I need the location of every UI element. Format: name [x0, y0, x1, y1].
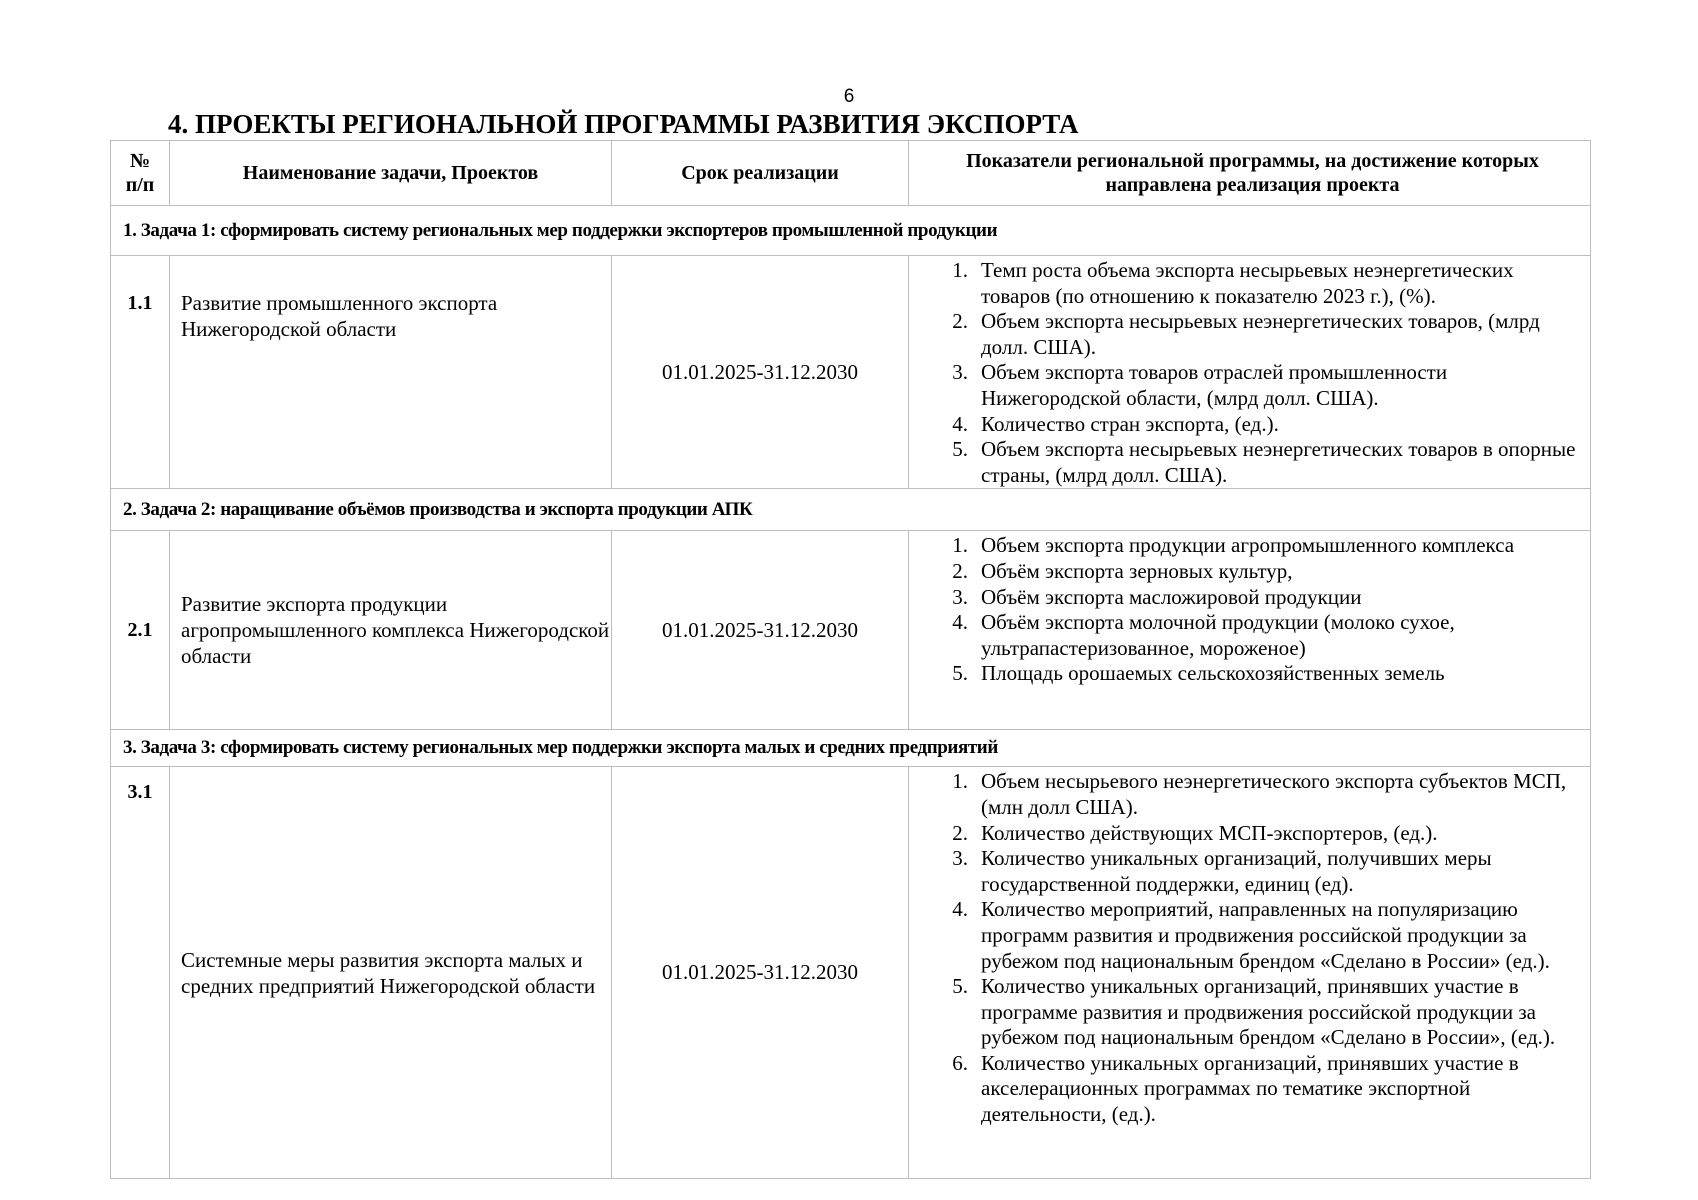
project-row [111, 256, 1591, 489]
indicator-number: 4. [952, 897, 968, 922]
indicator-item [909, 412, 1584, 438]
task-title: 1. Задача 1: сформировать систему региональных мер поддержки экспортеров промышленной продукции [111, 206, 1591, 256]
indicator-text: Объем экспорта несырьевых неэнергетических товаров в опорные страны, (млрд долл. США). [981, 437, 1576, 487]
header-term: Срок реализации [612, 141, 909, 206]
indicator-number: 5. [952, 974, 968, 999]
indicator-number: 3. [952, 584, 968, 609]
indicator-text: Объем экспорта несырьевых неэнергетических товаров, (млрд долл. США). [981, 309, 1540, 359]
indicator-number: 2. [952, 820, 968, 845]
header-indicators-line1: Показатели региональной программы, на достижение которых [966, 150, 1539, 172]
indicator-number: 2. [952, 309, 968, 334]
project-indicators [909, 256, 1591, 489]
indicator-item [909, 974, 1584, 1051]
header-num-line2: п/п [125, 174, 155, 196]
indicator-text: Площадь орошаемых сельскохозяйственных земель [981, 661, 1445, 686]
indicator-number: 6. [952, 1050, 968, 1075]
indicator-number: 1. [952, 769, 968, 794]
indicator-number: 1. [952, 258, 968, 282]
project-name: Развитие экспорта продукции агропромышленного комплекса Нижегородской области [170, 531, 612, 730]
task-row [111, 730, 1591, 767]
project-term: 01.01.2025-31.12.2030 [612, 256, 909, 489]
project-name: Системные меры развития экспорта малых и средних предприятий Нижегородской области [170, 767, 612, 1179]
indicator-text: Объем экспорта товаров отраслей промышленности Нижегородской области, (млрд долл. США). [981, 360, 1448, 410]
project-num: 3.1 [111, 767, 170, 1179]
task-title: 3. Задача 3: сформировать систему региональных мер поддержки экспорта малых и средних предприятий [111, 730, 1591, 767]
project-num: 1.1 [111, 256, 170, 489]
indicator-item [909, 897, 1584, 974]
indicator-item [909, 821, 1584, 847]
indicator-item [909, 437, 1584, 488]
indicator-number: 3. [952, 360, 968, 385]
project-indicators [909, 767, 1591, 1179]
project-row [111, 767, 1591, 1179]
header-name: Наименование задачи, Проектов [170, 141, 612, 206]
indicator-text: Объём экспорта масложировой продукции [981, 584, 1362, 609]
task-row [111, 206, 1591, 256]
table-header-row [111, 141, 1591, 206]
indicator-list [909, 769, 1584, 1127]
indicator-item [909, 360, 1584, 411]
page-title: 4. ПРОЕКТЫ РЕГИОНАЛЬНОЙ ПРОГРАММЫ РАЗВИТИЯ ЭКСПОРТА [168, 109, 1079, 139]
project-term: 01.01.2025-31.12.2030 [612, 767, 909, 1179]
project-term: 01.01.2025-31.12.2030 [612, 531, 909, 730]
task-title: 2. Задача 2: наращивание объёмов производства и экспорта продукции АПК [111, 489, 1591, 531]
indicator-text: Объём экспорта зерновых культур, [981, 558, 1293, 583]
indicator-number: 4. [952, 610, 968, 635]
indicator-number: 1. [952, 533, 968, 558]
projects-table [110, 140, 1591, 1179]
indicator-number: 3. [952, 846, 968, 871]
project-name: Развитие промышленного экспорта Нижегородской области [170, 256, 612, 489]
indicator-number: 5. [952, 661, 968, 686]
indicator-text: Объем экспорта продукции агропромышленного комплекса [981, 533, 1515, 558]
indicator-number: 4. [952, 411, 968, 436]
project-num: 2.1 [111, 531, 170, 730]
project-row [111, 531, 1591, 730]
indicator-text: Количество уникальных организаций, получивших меры государственной поддержки, единиц (ед). [981, 846, 1492, 896]
indicator-list [909, 533, 1584, 687]
indicator-item [909, 1051, 1584, 1128]
indicator-number: 5. [952, 437, 968, 462]
indicator-item [909, 258, 1584, 309]
indicator-item [909, 559, 1584, 585]
indicator-text: Количество уникальных организаций, принявших участие в программе развития и продвижения российской продукции за рубежом под национальным брендом «Сделано в России», (ед.). [981, 974, 1556, 1050]
indicator-text: Количество мероприятий, направленных на популяризацию программ развития и продвижения российской продукции за рубежом под национальным брендом «Сделано в России» (ед.). [981, 897, 1550, 973]
indicator-item [909, 309, 1584, 360]
indicator-item [909, 610, 1584, 661]
indicator-item [909, 585, 1584, 611]
indicator-item [909, 769, 1584, 820]
header-num-line1: № [129, 150, 151, 172]
header-indicators-line2: направлена реализация проекта [1105, 174, 1400, 196]
page-number: 6 [843, 86, 855, 107]
indicator-number: 2. [952, 558, 968, 583]
indicator-text: Количество действующих МСП-экспортеров, (ед.). [981, 820, 1438, 845]
indicator-text: Объём экспорта молочной продукции (молоко сухое, ультрапастеризованное, мороженое) [981, 610, 1455, 660]
indicator-list [909, 258, 1584, 488]
indicator-text: Количество уникальных организаций, принявших участие в акселерационных программах по тематике экспортной деятельности, (ед.). [981, 1050, 1519, 1127]
indicator-text: Количество стран экспорта, (ед.). [981, 411, 1279, 436]
indicator-item [909, 533, 1584, 559]
header-num-cell [111, 141, 170, 206]
header-indicators-cell [909, 141, 1591, 206]
indicator-text: Темп роста объема экспорта несырьевых неэнергетических товаров (по отношению к показателю 2023 г.), (%). [981, 258, 1514, 308]
indicator-text: Объем несырьевого неэнергетического экспорта субъектов МСП, (млн долл США). [981, 769, 1567, 819]
indicator-item [909, 661, 1584, 687]
task-row [111, 489, 1591, 531]
indicator-item [909, 846, 1584, 897]
project-indicators [909, 531, 1591, 730]
